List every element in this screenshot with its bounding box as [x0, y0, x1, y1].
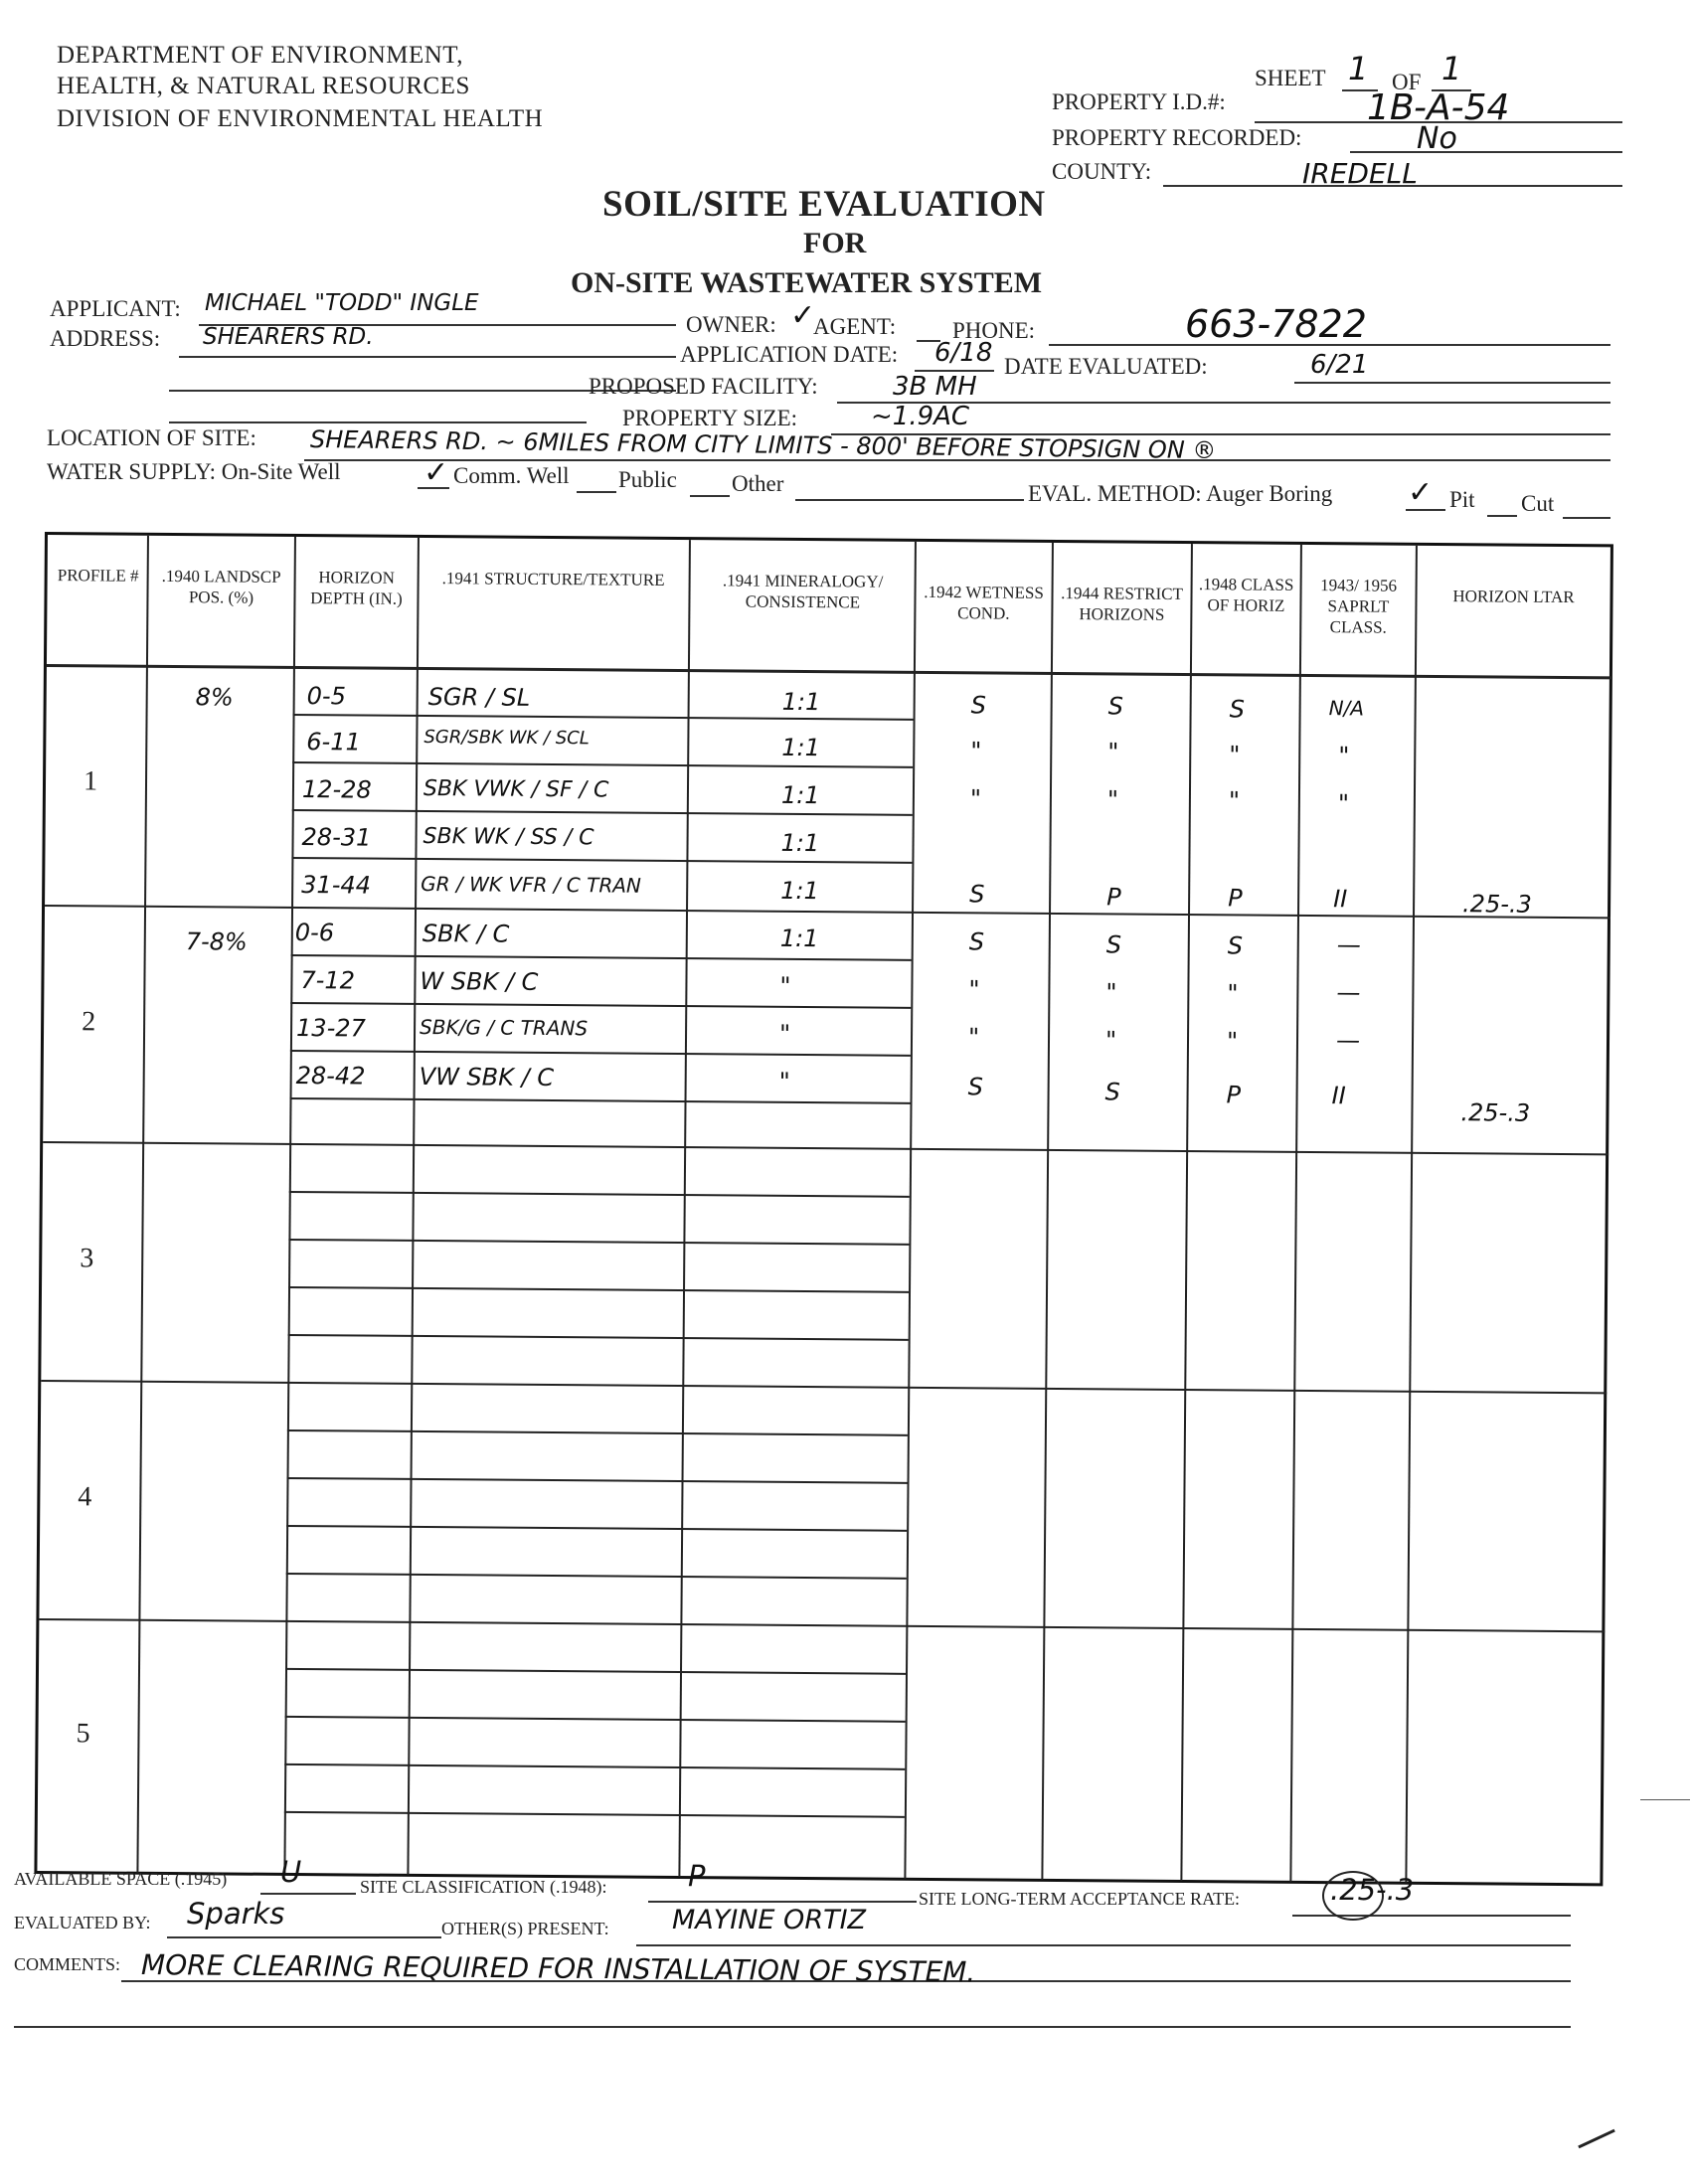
- class-horiz: P: [1226, 1081, 1242, 1109]
- agent-label: AGENT:: [813, 314, 897, 339]
- restrict: ": [1107, 738, 1119, 766]
- structure-texture: SBK / C: [422, 919, 510, 948]
- col-header-ltar: HORIZON LTAR: [1452, 587, 1575, 607]
- restrict: ": [1106, 785, 1119, 814]
- restrict: ": [1104, 1026, 1117, 1055]
- evaluated-by-value: Sparks: [187, 1897, 285, 1931]
- site-ltar-value: .25-.3: [1330, 1873, 1415, 1907]
- col-header-saprlt: 1943/ 1956 SAPRLT CLASS.: [1320, 576, 1398, 637]
- address-value: SHEARERS RD.: [203, 324, 374, 350]
- structure-texture: SGR/SBK WK / SCL: [424, 727, 590, 750]
- class-horiz: ": [1227, 979, 1239, 1008]
- horizon-depth: 6-11: [306, 728, 361, 756]
- property-id-label: PROPERTY I.D.#:: [1052, 89, 1226, 114]
- saprlt: II: [1333, 885, 1348, 914]
- others-present-value: MAYINE ORTIZ: [672, 1905, 867, 1935]
- col-header-mineralogy: .1941 MINERALOGY/ CONSISTENCE: [722, 571, 884, 612]
- mineralogy: 1:1: [781, 733, 821, 762]
- property-size-label: PROPERTY SIZE:: [622, 406, 798, 430]
- class-horiz: ": [1226, 1027, 1239, 1056]
- wetness: ": [968, 975, 980, 1004]
- horizon-depth: 0-5: [306, 682, 347, 711]
- address-label: ADDRESS:: [50, 326, 161, 351]
- saprlt: ": [1338, 742, 1350, 770]
- dept-line-1: DEPARTMENT OF ENVIRONMENT,: [57, 42, 463, 69]
- title-line-1: SOIL/SITE EVALUATION: [602, 184, 1046, 225]
- title-line-3: ON-SITE WASTEWATER SYSTEM: [571, 266, 1043, 299]
- saprlt: II: [1331, 1082, 1346, 1110]
- structure-texture: SBK WK / SS / C: [423, 823, 594, 851]
- horizon-depth: 0-6: [294, 918, 335, 947]
- dept-line-3: DIVISION OF ENVIRONMENTAL HEALTH: [57, 105, 544, 132]
- profile-number-1: 1: [83, 765, 98, 797]
- comments-label: COMMENTS:: [14, 1954, 121, 1974]
- date-evaluated-label: DATE EVALUATED:: [1004, 354, 1208, 379]
- profile-number-3: 3: [80, 1243, 94, 1274]
- mineralogy: 1:1: [779, 924, 819, 953]
- mineralogy: 1:1: [781, 687, 821, 717]
- wetness: S: [967, 1073, 983, 1101]
- class-horiz: S: [1227, 931, 1244, 960]
- restrict: S: [1107, 692, 1123, 721]
- comm-well-label: Comm. Well: [453, 463, 570, 488]
- other-label: Other: [732, 471, 784, 496]
- of-value: 1: [1441, 50, 1462, 87]
- horizon-depth: 13-27: [295, 1014, 366, 1043]
- mineralogy: ": [779, 971, 791, 1000]
- mineralogy: ": [778, 1067, 790, 1095]
- wetness: S: [970, 691, 987, 720]
- landscape-pos: 8%: [195, 683, 234, 712]
- horizon-ltar: .25-.3: [1460, 1098, 1531, 1127]
- available-space-label: AVAILABLE SPACE (.1945): [14, 1869, 228, 1889]
- applicant-value: MICHAEL "TODD" INGLE: [205, 290, 479, 316]
- eval-method-label: EVAL. METHOD: Auger Boring: [1028, 481, 1333, 506]
- profile-number-2: 2: [82, 1006, 96, 1038]
- owner-label: OWNER:: [686, 312, 776, 337]
- sheet-value: 1: [1348, 50, 1369, 87]
- structure-texture: SBK/G / C TRANS: [420, 1014, 589, 1041]
- horizon-depth: 12-28: [301, 775, 372, 804]
- profile-number-5: 5: [76, 1718, 90, 1750]
- date-evaluated-value: 6/21: [1310, 350, 1369, 380]
- property-size-value: ~1.9AC: [871, 402, 970, 431]
- proposed-facility-value: 3B MH: [893, 372, 977, 402]
- col-header-wetness: .1942 WETNESS COND.: [924, 582, 1044, 623]
- class-horiz: P: [1228, 884, 1243, 913]
- structure-texture: GR / WK VFR / C TRAN: [421, 871, 642, 898]
- site-classification-label: SITE CLASSIFICATION (.1948):: [360, 1877, 607, 1897]
- cut-label: Cut: [1521, 491, 1555, 516]
- pit-label: Pit: [1449, 487, 1475, 512]
- proposed-facility-label: PROPOSED FACILITY:: [589, 374, 818, 399]
- saprlt: ": [1337, 789, 1350, 818]
- horizon-depth: 31-44: [301, 871, 372, 900]
- evaluated-by-label: EVALUATED BY:: [14, 1913, 151, 1932]
- water-supply-label: WATER SUPPLY: On-Site Well: [47, 459, 341, 484]
- dept-line-2: HEALTH, & NATURAL RESOURCES: [57, 73, 470, 99]
- col-header-structure: .1941 STRUCTURE/TEXTURE: [441, 569, 665, 589]
- saprlt: —: [1336, 930, 1361, 959]
- location-label: LOCATION OF SITE:: [47, 425, 256, 450]
- col-header-landscape: .1940 LANDSCP POS. (%): [161, 566, 281, 607]
- restrict: ": [1105, 978, 1117, 1007]
- others-present-label: OTHER(S) PRESENT:: [441, 1919, 609, 1938]
- scan-mark: [1640, 1799, 1690, 1800]
- property-recorded-value: No: [1417, 121, 1457, 156]
- saprlt: —: [1335, 1026, 1361, 1055]
- county-label: COUNTY:: [1052, 159, 1152, 184]
- mineralogy: 1:1: [780, 780, 820, 810]
- wetness: ": [967, 1023, 980, 1052]
- property-id-value: 1B-A-54: [1367, 87, 1510, 128]
- application-date-label: APPLICATION DATE:: [680, 342, 899, 367]
- structure-texture: W SBK / C: [420, 966, 539, 996]
- application-date-value: 6/18: [934, 338, 993, 368]
- wetness: S: [968, 927, 985, 956]
- title-line-2: FOR: [803, 227, 867, 259]
- horizon-depth: 28-42: [295, 1062, 366, 1091]
- structure-texture: SBK VWK / SF / C: [423, 776, 609, 803]
- wetness: ": [969, 784, 982, 813]
- eval-check: ✓: [1408, 475, 1434, 510]
- public-label: Public: [618, 467, 677, 492]
- wetness: S: [969, 880, 985, 909]
- mineralogy: ": [778, 1019, 791, 1048]
- col-header-class-horiz: .1948 CLASS OF HORIZ: [1198, 575, 1294, 615]
- col-header-profile: PROFILE #: [57, 566, 139, 586]
- structure-texture: VW SBK / C: [419, 1062, 555, 1092]
- applicant-label: APPLICANT:: [50, 296, 181, 321]
- site-ltar-label: SITE LONG-TERM ACCEPTANCE RATE:: [919, 1889, 1241, 1909]
- available-space-value: U: [280, 1855, 302, 1889]
- class-horiz: ": [1229, 741, 1241, 769]
- sheet-label: SHEET: [1255, 66, 1326, 90]
- horizon-ltar: .25-.3: [1461, 890, 1532, 919]
- phone-value: 663-7822: [1185, 302, 1367, 346]
- comments-value: MORE CLEARING REQUIRED FOR INSTALLATION OF SYSTEM.: [140, 1948, 976, 1989]
- property-recorded-label: PROPERTY RECORDED:: [1052, 125, 1302, 150]
- scan-mark: [1578, 2129, 1615, 2149]
- water-check: ✓: [424, 455, 449, 490]
- horizon-depth: 7-12: [300, 966, 356, 995]
- restrict: P: [1106, 883, 1121, 912]
- restrict: S: [1105, 930, 1122, 959]
- landscape-pos: 7-8%: [185, 927, 248, 956]
- location-value: SHEARERS RD. ~ 6MILES FROM CITY LIMITS - 800' BEFORE STOPSIGN ON ®: [309, 425, 1217, 465]
- col-header-horizon-depth: HORIZON DEPTH (IN.): [310, 568, 403, 608]
- mineralogy: 1:1: [780, 828, 820, 858]
- owner-check: ✓: [790, 298, 816, 333]
- saprlt: N/A: [1328, 696, 1365, 721]
- county-value: IREDELL: [1302, 157, 1418, 190]
- saprlt: —: [1336, 978, 1361, 1007]
- profile-number-4: 4: [78, 1481, 92, 1513]
- restrict: S: [1104, 1078, 1120, 1106]
- class-horiz: S: [1229, 695, 1245, 724]
- col-header-restrict: .1944 RESTRICT HORIZONS: [1061, 584, 1184, 624]
- site-classification-value: P: [688, 1859, 706, 1893]
- structure-texture: SGR / SL: [427, 683, 531, 712]
- phone-label: PHONE:: [952, 318, 1036, 343]
- horizon-depth: 28-31: [301, 823, 372, 852]
- wetness: ": [970, 737, 982, 765]
- mineralogy: 1:1: [780, 876, 819, 906]
- of-label: OF: [1392, 70, 1422, 94]
- class-horiz: ": [1228, 786, 1241, 815]
